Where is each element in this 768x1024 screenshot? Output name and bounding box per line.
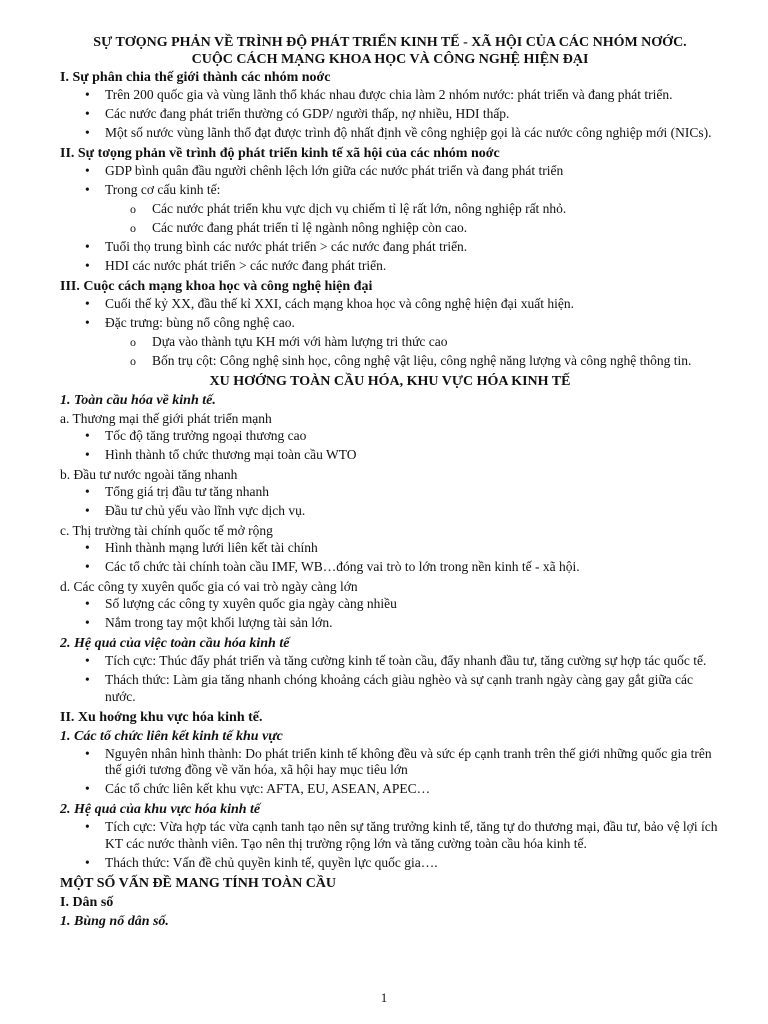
list-item: o Các nước phát triển khu vực dịch vụ chiếm tỉ lệ rất lớn, nông nghiệp rất nhỏ. [60, 201, 720, 218]
list-item: • Các tổ chức tài chính toàn cầu IMF, WB…đóng vai trò to lớn trong nền kinh tế - xã hội. [60, 559, 720, 576]
list-item: • Số lượng các công ty xuyên quốc gia ngày càng nhiều [60, 596, 720, 613]
list-item: • Thách thức: Vấn đề chủ quyền kinh tế, quyền lực quốc gia…. [60, 855, 720, 872]
page-number: 1 [380, 990, 388, 1005]
list-item: • HDI các nước phát triển > các nước đang phát triển. [60, 258, 720, 275]
list-item: • Nguyên nhân hình thành: Do phát triển kinh tế không đều và sức ép cạnh tranh trên thế giới những quốc gia trên thế giới tương đồng về văn hóa, xã hội hay mục tiêu lớn [60, 746, 720, 779]
list-item: • Một số nước vùng lãnh thổ đạt được trình độ nhất định về công nghiệp gọi là các nước công nghiệp mới (NICs). [60, 125, 720, 142]
list-item: • Trong cơ cấu kinh tế: [60, 182, 720, 199]
document-title-line-2: CUỘC CÁCH MẠNG KHOA HỌC VÀ CÔNG NGHỆ HIỆN ĐẠI [191, 52, 589, 67]
section-1-list [60, 87, 720, 142]
section-4-sub-2: 2. Hệ quả của việc toàn cầu hóa kinh tế [60, 636, 290, 651]
list-b [60, 484, 720, 520]
list-item: • Tích cực: Thúc đẩy phát triển và tăng cường kinh tế toàn cầu, đẩy nhanh đầu tư, tăng cường sự hợp tác quốc tế. [60, 653, 720, 670]
list-item: • Thách thức: Làm gia tăng nhanh chóng khoảng cách giàu nghèo và sự cạnh tranh ngày càng gay gắt giữa các nước. [60, 672, 720, 705]
list-item: • Tích cực: Vừa hợp tác vừa cạnh tanh tạo nên sự tăng trưởng kinh tế, tăng tự do thương mại, đầu tư, bảo vệ lợi ích KT các nước thành viên. Tạo nên thị trường rộng lớn và tăng cường toàn cầu hóa kinh tế. [60, 819, 720, 852]
list-item: • GDP bình quân đầu người chênh lệch lớn giữa các nước phát triển và đang phát triển [60, 163, 720, 180]
section-2-list [60, 163, 720, 199]
section-2-list-cont [60, 239, 720, 275]
section-4-heading: XU HƠỚNG TOÀN CẦU HÓA, KHU VỰC HÓA KINH TẾ [209, 374, 571, 389]
document-title-line-1: SỰ TƠỌNG PHẢN VỀ TRÌNH ĐỘ PHÁT TRIỂN KINH TẾ - XÃ HỘI CỦA CÁC NHÓM NƠỚC. [93, 35, 687, 50]
section-6-sub: I. Dân số [60, 894, 114, 910]
section-3-sublist [60, 334, 720, 370]
list-item: • Đầu tư chủ yếu vào lĩnh vực dịch vụ. [60, 503, 720, 520]
section-3-heading: III. Cuộc cách mạng khoa học và công nghệ hiện đại [60, 279, 373, 294]
list-item: • Hình thành tổ chức thương mại toàn cầu WTO [60, 447, 720, 464]
list-item: o Bốn trụ cột: Công nghệ sinh học, công nghệ vật liệu, công nghệ năng lượng và công nghệ thông tin. [60, 353, 720, 370]
section-2-sublist [60, 201, 720, 237]
list-item: • Tổng giá trị đầu tư tăng nhanh [60, 484, 720, 501]
section-5-sub-2-list [60, 819, 720, 871]
section-5-sub-2: 2. Hệ quả của khu vực hóa kinh tế [60, 802, 261, 817]
section-5-heading: II. Xu hoớng khu vực hóa kinh tế. [60, 709, 263, 725]
section-6-subsub: 1. Bùng nổ dân số. [60, 913, 169, 929]
section-4-sub-1: 1. Toàn cầu hóa về kinh tế. [60, 393, 216, 408]
list-a [60, 428, 720, 464]
list-item: o Các nước đang phát triển tỉ lệ ngành nông nghiệp còn cao. [60, 220, 720, 237]
list-item: • Đặc trưng: bùng nổ công nghệ cao. [60, 315, 720, 332]
list-c [60, 540, 720, 576]
list-d [60, 596, 720, 632]
section-3-list [60, 296, 720, 332]
paragraph-a: a. Thương mại thế giới phát triển mạnh [60, 411, 272, 426]
section-6-heading: MỘT SỐ VẤN ĐỀ MANG TÍNH TOÀN CẦU [60, 875, 337, 891]
list-item: • Tốc độ tăng trưởng ngoại thương cao [60, 428, 720, 445]
paragraph-c: c. Thị trường tài chính quốc tế mở rộng [60, 523, 273, 538]
document-page [60, 34, 720, 931]
list-item: • Trên 200 quốc gia và vùng lãnh thổ khác nhau được chia làm 2 nhóm nước: phát triển và đang phát triển. [60, 87, 720, 104]
list-item: • Cuối thế kỷ XX, đầu thế kỉ XXI, cách mạng khoa học và công nghệ hiện đại xuất hiện. [60, 296, 720, 313]
section-1-heading: I. Sự phân chia thế giới thành các nhóm noớc [60, 70, 331, 85]
section-5-sub-1: 1. Các tổ chức liên kết kinh tế khu vực [60, 728, 283, 744]
list-item: • Các nước đang phát triển thường có GDP/ người thấp, nợ nhiều, HDI thấp. [60, 106, 720, 123]
list-item: • Nắm trong tay một khối lượng tài sản lớn. [60, 615, 720, 632]
list-item: o Dựa vào thành tựu KH mới với hàm lượng tri thức cao [60, 334, 720, 351]
section-5-sub-1-list [60, 746, 720, 798]
list-item: • Tuổi thọ trung bình các nước phát triển > các nước đang phát triển. [60, 239, 720, 256]
paragraph-d: d. Các công ty xuyên quốc gia có vai trò ngày càng lớn [60, 579, 358, 594]
list-item: • Hình thành mạng lưới liên kết tài chính [60, 540, 720, 557]
section-2-heading: II. Sự tơọng phản về trình độ phát triển kinh tế xã hội của các nhóm noớc [60, 146, 500, 161]
list-item: • Các tổ chức liên kết khu vực: AFTA, EU, ASEAN, APEC… [60, 781, 720, 798]
section-4-sub-2-list [60, 653, 720, 705]
paragraph-b: b. Đầu tư nước ngoài tăng nhanh [60, 467, 238, 482]
